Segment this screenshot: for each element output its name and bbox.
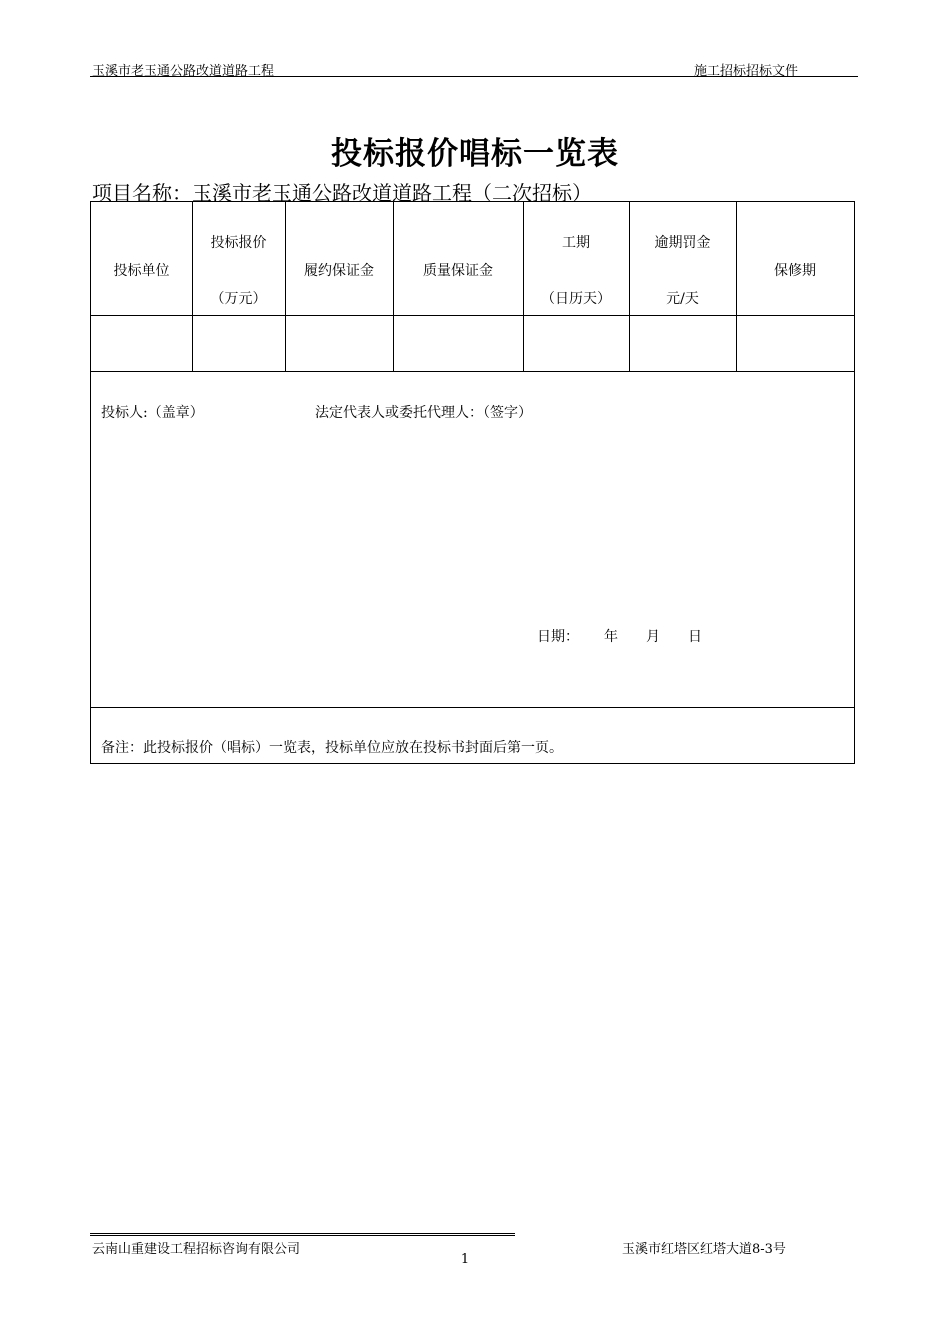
- column-header-penalty-unit: 元/天: [666, 291, 699, 307]
- column-divider: [393, 202, 394, 371]
- column-header-warranty: 保修期: [774, 263, 816, 279]
- date-year: 年: [604, 629, 618, 645]
- column-header-quality-bond: 质量保证金: [423, 263, 493, 279]
- column-divider: [192, 202, 193, 371]
- column-header-duration-unit: （日历天）: [541, 291, 611, 307]
- row-divider: [91, 315, 854, 316]
- remark-note: 备注：此投标报价（唱标）一览表，投标单位应放在投标书封面后第一页。: [101, 740, 563, 756]
- footer-address: 玉溪市红塔区红塔大道8-3号: [622, 1242, 786, 1257]
- column-header-bidder: 投标单位: [113, 263, 170, 279]
- column-header-performance-bond: 履约保证金: [304, 263, 374, 279]
- column-divider: [285, 202, 286, 371]
- column-divider: [736, 202, 737, 371]
- column-header-bid-price: 投标报价: [210, 235, 267, 251]
- column-header-duration: 工期: [562, 235, 590, 251]
- representative-signature-label: 法定代表人或委托代理人：（签字）: [315, 405, 532, 421]
- header-right-text: 施工招标招标文件: [694, 64, 799, 79]
- column-header-bid-price-unit: （万元）: [210, 291, 267, 307]
- column-divider: [523, 202, 524, 371]
- column-header-penalty: 逾期罚金: [654, 235, 711, 251]
- date-day: 日: [688, 629, 702, 645]
- footer-company: 云南山重建设工程招标咨询有限公司: [92, 1242, 301, 1257]
- row-divider: [91, 371, 854, 372]
- header-divider: [90, 76, 858, 77]
- header-left-text: 玉溪市老玉通公路改道道路工程: [92, 64, 275, 79]
- project-name: 项目名称：玉溪市老玉通公路改道道路工程（二次招标）: [92, 181, 592, 205]
- date-month: 月: [646, 629, 660, 645]
- document-title: 投标报价唱标一览表: [331, 136, 619, 172]
- column-divider: [629, 202, 630, 371]
- bid-summary-table: [90, 201, 855, 764]
- row-divider: [91, 707, 854, 708]
- page-number: 1: [460, 1252, 470, 1267]
- bidder-seal-label: 投标人:（盖章）: [101, 405, 204, 421]
- date-label: 日期：: [537, 629, 579, 645]
- footer-divider: [90, 1233, 515, 1236]
